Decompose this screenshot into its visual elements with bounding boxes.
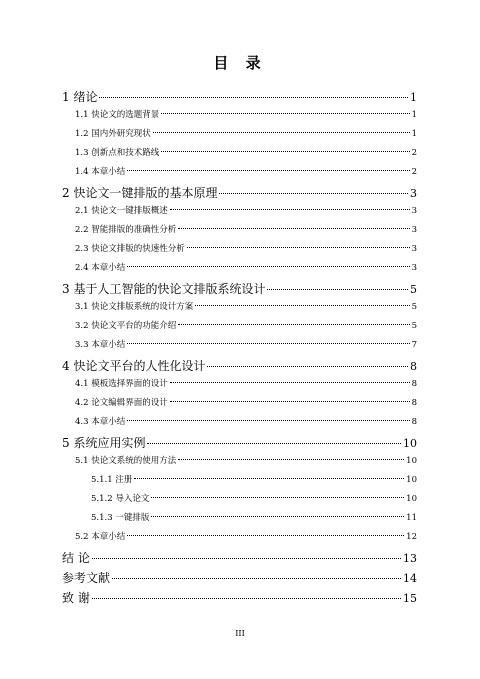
toc-entry-label: 4.2 论文编辑界面的设计 — [75, 398, 168, 408]
toc-entry-label: 1.1 快论文的选题背景 — [75, 110, 160, 120]
toc-entry-label: 5.1 快论文系统的使用方法 — [75, 456, 177, 466]
toc-entry[interactable] — [62, 338, 417, 357]
toc-entry-page: 1 — [411, 129, 417, 139]
toc-entry[interactable] — [62, 146, 417, 165]
toc-entry-label: 3 基于人工智能的快论文排版系统设计 — [62, 282, 266, 296]
page-number: III — [235, 629, 245, 638]
toc-entry[interactable] — [62, 549, 417, 569]
toc-entry[interactable] — [62, 319, 417, 338]
toc-entry-label: 3.1 快论文排版系统的设计方案 — [75, 302, 194, 312]
toc-entry[interactable] — [62, 300, 417, 319]
toc-leader-dots — [178, 228, 409, 229]
toc-entry-label: 1 绪论 — [62, 90, 98, 104]
toc-entry-label: 2 快论文一键排版的基本原理 — [62, 186, 218, 200]
toc-leader-dots — [92, 598, 401, 599]
toc-entry-page: 10 — [406, 456, 417, 466]
toc-leader-dots — [178, 459, 404, 460]
toc-leader-dots — [112, 578, 401, 579]
toc-leader-dots — [187, 247, 410, 248]
toc-leader-dots — [151, 516, 404, 517]
toc-entry[interactable] — [62, 396, 417, 415]
toc-leader-dots — [195, 305, 409, 306]
toc-entry-page: 3 — [411, 263, 417, 273]
toc-entry-label: 5.2 本章小结 — [75, 532, 126, 542]
toc-entry-page: 14 — [403, 572, 417, 585]
toc-entry[interactable] — [62, 511, 417, 530]
toc-entry-page: 1 — [411, 110, 417, 120]
toc-entry-page: 13 — [403, 552, 417, 565]
toc-entry[interactable] — [62, 242, 417, 261]
toc-leader-dots — [134, 478, 404, 479]
toc-entry[interactable] — [62, 108, 417, 127]
toc-leader-dots — [170, 382, 410, 383]
toc-entry-page: 2 — [411, 167, 417, 177]
toc-entry-label: 3.3 本章小结 — [75, 340, 126, 350]
toc-entry-label: 结 论 — [62, 551, 90, 565]
toc-entry-page: 3 — [411, 206, 417, 216]
toc-entry-page: 3 — [411, 244, 417, 254]
toc-leader-dots — [92, 558, 401, 559]
toc-entry[interactable] — [62, 357, 417, 377]
table-of-contents — [62, 88, 417, 609]
toc-entry-label: 致 谢 — [62, 591, 90, 605]
toc-entry-page: 11 — [406, 513, 417, 523]
toc-entry-label: 2.2 智能排版的准确性分析 — [75, 225, 177, 235]
toc-leader-dots — [219, 193, 408, 194]
toc-entry-label: 4.1 模板选择界面的设计 — [75, 379, 168, 389]
toc-entry-page: 3 — [411, 225, 417, 235]
toc-entry-page: 10 — [403, 437, 417, 450]
toc-entry[interactable] — [62, 530, 417, 549]
toc-leader-dots — [147, 443, 401, 444]
toc-entry-page: 10 — [406, 494, 417, 504]
toc-entry[interactable] — [62, 415, 417, 434]
toc-entry-label: 4.3 本章小结 — [75, 417, 126, 427]
toc-entry-label: 4 快论文平台的人性化设计 — [62, 359, 206, 373]
toc-leader-dots — [170, 209, 410, 210]
toc-entry-label: 2.4 本章小结 — [75, 263, 126, 273]
toc-leader-dots — [127, 420, 409, 421]
toc-entry-label: 5.1.2 导入论文 — [91, 494, 150, 504]
toc-entry-page: 5 — [411, 302, 417, 312]
toc-entry[interactable] — [62, 569, 417, 589]
toc-entry-label: 1.2 国内外研究现状 — [75, 129, 151, 139]
toc-entry-label: 5.1.3 一键排版 — [91, 513, 150, 523]
toc-entry[interactable] — [62, 88, 417, 108]
toc-leader-dots — [170, 401, 410, 402]
toc-leader-dots — [127, 266, 409, 267]
toc-entry-label: 5.1.1 注册 — [91, 475, 133, 485]
toc-entry[interactable] — [62, 127, 417, 146]
toc-entry-page: 2 — [411, 148, 417, 158]
toc-entry-label: 1.3 创新点和技术路线 — [75, 148, 160, 158]
toc-entry-page: 10 — [406, 475, 417, 485]
toc-entry-label: 1.4 本章小结 — [75, 167, 126, 177]
toc-entry-page: 8 — [410, 360, 417, 373]
toc-leader-dots — [127, 343, 409, 344]
toc-entry[interactable] — [62, 473, 417, 492]
toc-entry[interactable] — [62, 261, 417, 280]
toc-entry-label: 5 系统应用实例 — [62, 436, 146, 450]
toc-entry-page: 8 — [411, 398, 417, 408]
toc-entry-page: 15 — [403, 592, 417, 605]
toc-leader-dots — [153, 132, 410, 133]
toc-entry-page: 1 — [410, 91, 417, 104]
toc-entry-label: 2.1 快论文一键排版概述 — [75, 206, 168, 216]
toc-entry-page: 7 — [411, 340, 417, 350]
toc-entry[interactable] — [62, 204, 417, 223]
toc-entry-label: 3.2 快论文平台的功能介绍 — [75, 321, 177, 331]
toc-leader-dots — [151, 497, 404, 498]
toc-entry-page: 5 — [411, 321, 417, 331]
toc-entry-page: 8 — [411, 379, 417, 389]
toc-entry[interactable] — [62, 165, 417, 184]
toc-leader-dots — [127, 535, 404, 536]
toc-entry[interactable] — [62, 223, 417, 242]
toc-entry-label: 参考文献 — [62, 571, 111, 585]
toc-entry-page: 3 — [410, 187, 417, 200]
toc-entry[interactable] — [62, 377, 417, 396]
toc-entry[interactable] — [62, 454, 417, 473]
toc-entry-page: 12 — [406, 532, 417, 542]
toc-leader-dots — [127, 170, 409, 171]
toc-entry[interactable] — [62, 492, 417, 511]
toc-leader-dots — [99, 97, 408, 98]
toc-leader-dots — [267, 289, 408, 290]
toc-entry-label: 2.3 快论文排版的快速性分析 — [75, 244, 185, 254]
toc-leader-dots — [161, 113, 409, 114]
toc-entry[interactable] — [62, 184, 417, 204]
page-title: 目 录 — [213, 54, 267, 72]
toc-entry-page: 8 — [411, 417, 417, 427]
toc-entry[interactable] — [62, 434, 417, 454]
toc-leader-dots — [178, 324, 409, 325]
toc-entry-page: 5 — [410, 283, 417, 296]
toc-leader-dots — [161, 151, 409, 152]
toc-entry[interactable] — [62, 589, 417, 609]
toc-entry[interactable] — [62, 280, 417, 300]
toc-leader-dots — [207, 366, 408, 367]
